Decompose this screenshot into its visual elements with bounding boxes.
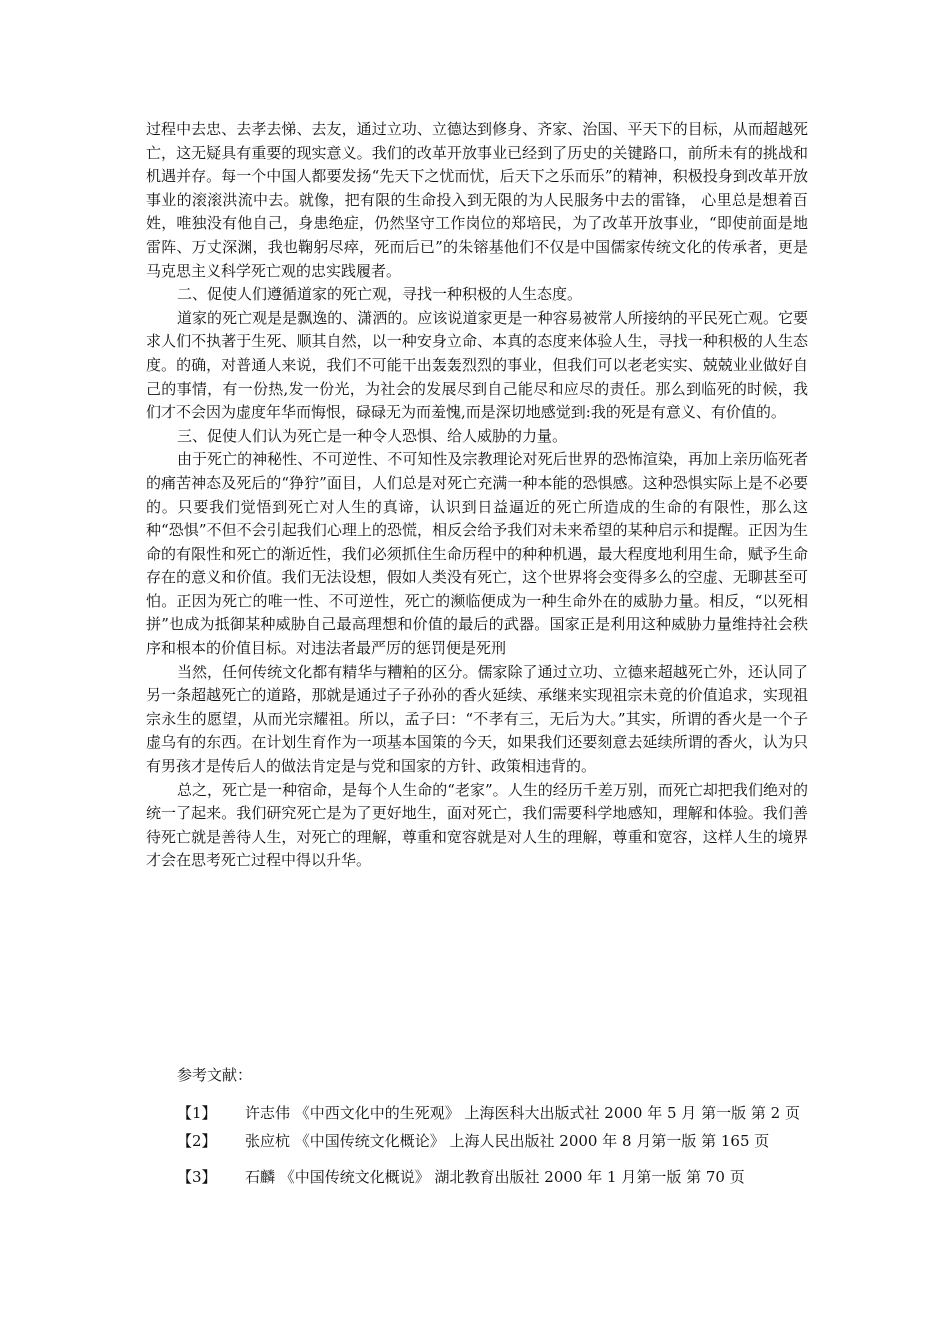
references-section — [146, 1064, 808, 1194]
section-heading-2: 二、促使人们遵循道家的死亡观，寻找一种积极的人生态度。 — [177, 285, 583, 304]
reference-number: 【1】 — [177, 1104, 217, 1122]
paragraph-conclusion: 总之，死亡是一种宿命，是每个人生命的“老家”。人生的经历千差万别，而死亡却把我们绝对的统一了起来。我们研究死亡是为了更好地生，面对死亡，我们需要科学地感知，理解和体验。我们善待死亡就是善待人生，对死亡的理解，尊重和宽容就是对人生的理解，尊重和宽容，这样人生的境界才会在思考死亡过程中得以升华。 — [146, 780, 808, 870]
reference-number: 【3】 — [177, 1168, 217, 1186]
section-heading-3: 三、促使人们认为死亡是一种令人恐惧、给人威胁的力量。 — [177, 426, 568, 445]
paragraph-confucian-continuation: 过程中去忠、去孝去悌、去友，通过立功、立德达到修身、齐家、治国、平天下的目标，从而超越死亡，这无疑具有重要的现实意义。我们的改革开放事业已经到了历史的关键路口，前所未有的挑战和机遇并存。每一个中国人都要发扬“先天下之忧而忧，后天下之乐而乐”的精神，积极投身到改革开放事业的滚滚洪流中去。就像，把有限的生命投入到无限的为人民服务中去的雷锋， 心里总是想着百姓，唯独没有他自己，身患绝症，仍然坚守工作岗位的郑培民，为了改革开放事业，“即使前面是地雷阵、万丈深渊，我也鞠躬尽瘁，死而后已”的朱镕基他们不仅是中国儒家传统文化的传承者，更是马克思主义科学死亡观的忠实践履者。 — [146, 120, 808, 280]
references-title: 参考文献： — [177, 1066, 253, 1084]
reference-item — [146, 1130, 808, 1152]
reference-item — [146, 1166, 808, 1188]
reference-number: 【2】 — [177, 1132, 217, 1150]
reference-item — [146, 1102, 808, 1124]
reference-text: 许志伟 《中西文化中的生死观》 上海医科大出版式社 2000 年 5 月 第一版 第 2 页 — [245, 1104, 800, 1122]
paragraph-tradition-critique: 当然，任何传统文化都有精华与糟粕的区分。儒家除了通过立功、立德来超越死亡外，还认同了另一条超越死亡的道路，那就是通过子子孙孙的香火延续、承继来实现祖宗未竟的价值追求，实现祖宗永生的愿望，从而光宗耀祖。所以，孟子曰：“不孝有三，无后为大。”其实，所谓的香火是一个子虚乌有的东西。在计划生育作为一项基本国策的今天，如果我们还要刻意去延续所谓的香火，认为只有男孩才是传后人的做法肯定是与党和国家的方针、政策相违背的。 — [146, 662, 808, 776]
document-body — [146, 118, 808, 873]
reference-text: 张应杭 《中国传统文化概论》 上海人民出版社 2000 年 8 月第一版 第 165 页 — [245, 1132, 770, 1150]
reference-text: 石麟 《中国传统文化概说》 湖北教育出版社 2000 年 1 月第一版 第 70 页 — [245, 1168, 745, 1186]
paragraph-fear-of-death: 由于死亡的神秘性、不可逆性、不可知性及宗教理论对死后世界的恐怖渲染，再加上亲历临死者的痛苦神态及死后的“狰狞”面目，人们总是对死亡充满一种本能的恐惧感。这种恐惧实际上是不必要的。只要我们觉悟到死亡对人生的真谛，认识到日益逼近的死亡所造成的生命的有限性，那么这种“恐惧”不但不会引起我们心理上的恐慌，相反会给予我们对未来希望的某种启示和提醒。正因为生命的有限性和死亡的渐近性，我们必须抓住生命历程中的种种机遇，最大程度地利用生命，赋予生命存在的意义和价值。我们无法设想，假如人类没有死亡，这个世界将会变得多么的空虚、无聊甚至可怕。正因为死亡的唯一性、不可逆性，死亡的濒临便成为一种生命外在的威胁力量。相反，“以死相拼”也成为抵御某种威胁自己最高理想和价值的最后的武器。国家正是利用这种威胁力量维持社会秩序和根本的价值目标。对违法者最严厉的惩罚便是死刑 — [146, 450, 808, 658]
paragraph-taoist-view: 道家的死亡观是是飘逸的、潇洒的。应该说道家更是一种容易被常人所接纳的平民死亡观。它要求人们不执著于生死、顺其自然，以一种安身立命、本真的态度来体验人生，寻找一种积极的人生态度。的确，对普通人来说，我们不可能干出轰轰烈烈的事业，但我们可以老老实实、兢兢业业做好自己的事情，有一份热,发一份光，为社会的发展尽到自己能尽和应尽的责任。那么到临死的时候，我们才不会因为虚度年华而悔恨，碌碌无为而羞愧,而是深切地感觉到:我的死是有意义、有价值的。 — [146, 308, 808, 422]
